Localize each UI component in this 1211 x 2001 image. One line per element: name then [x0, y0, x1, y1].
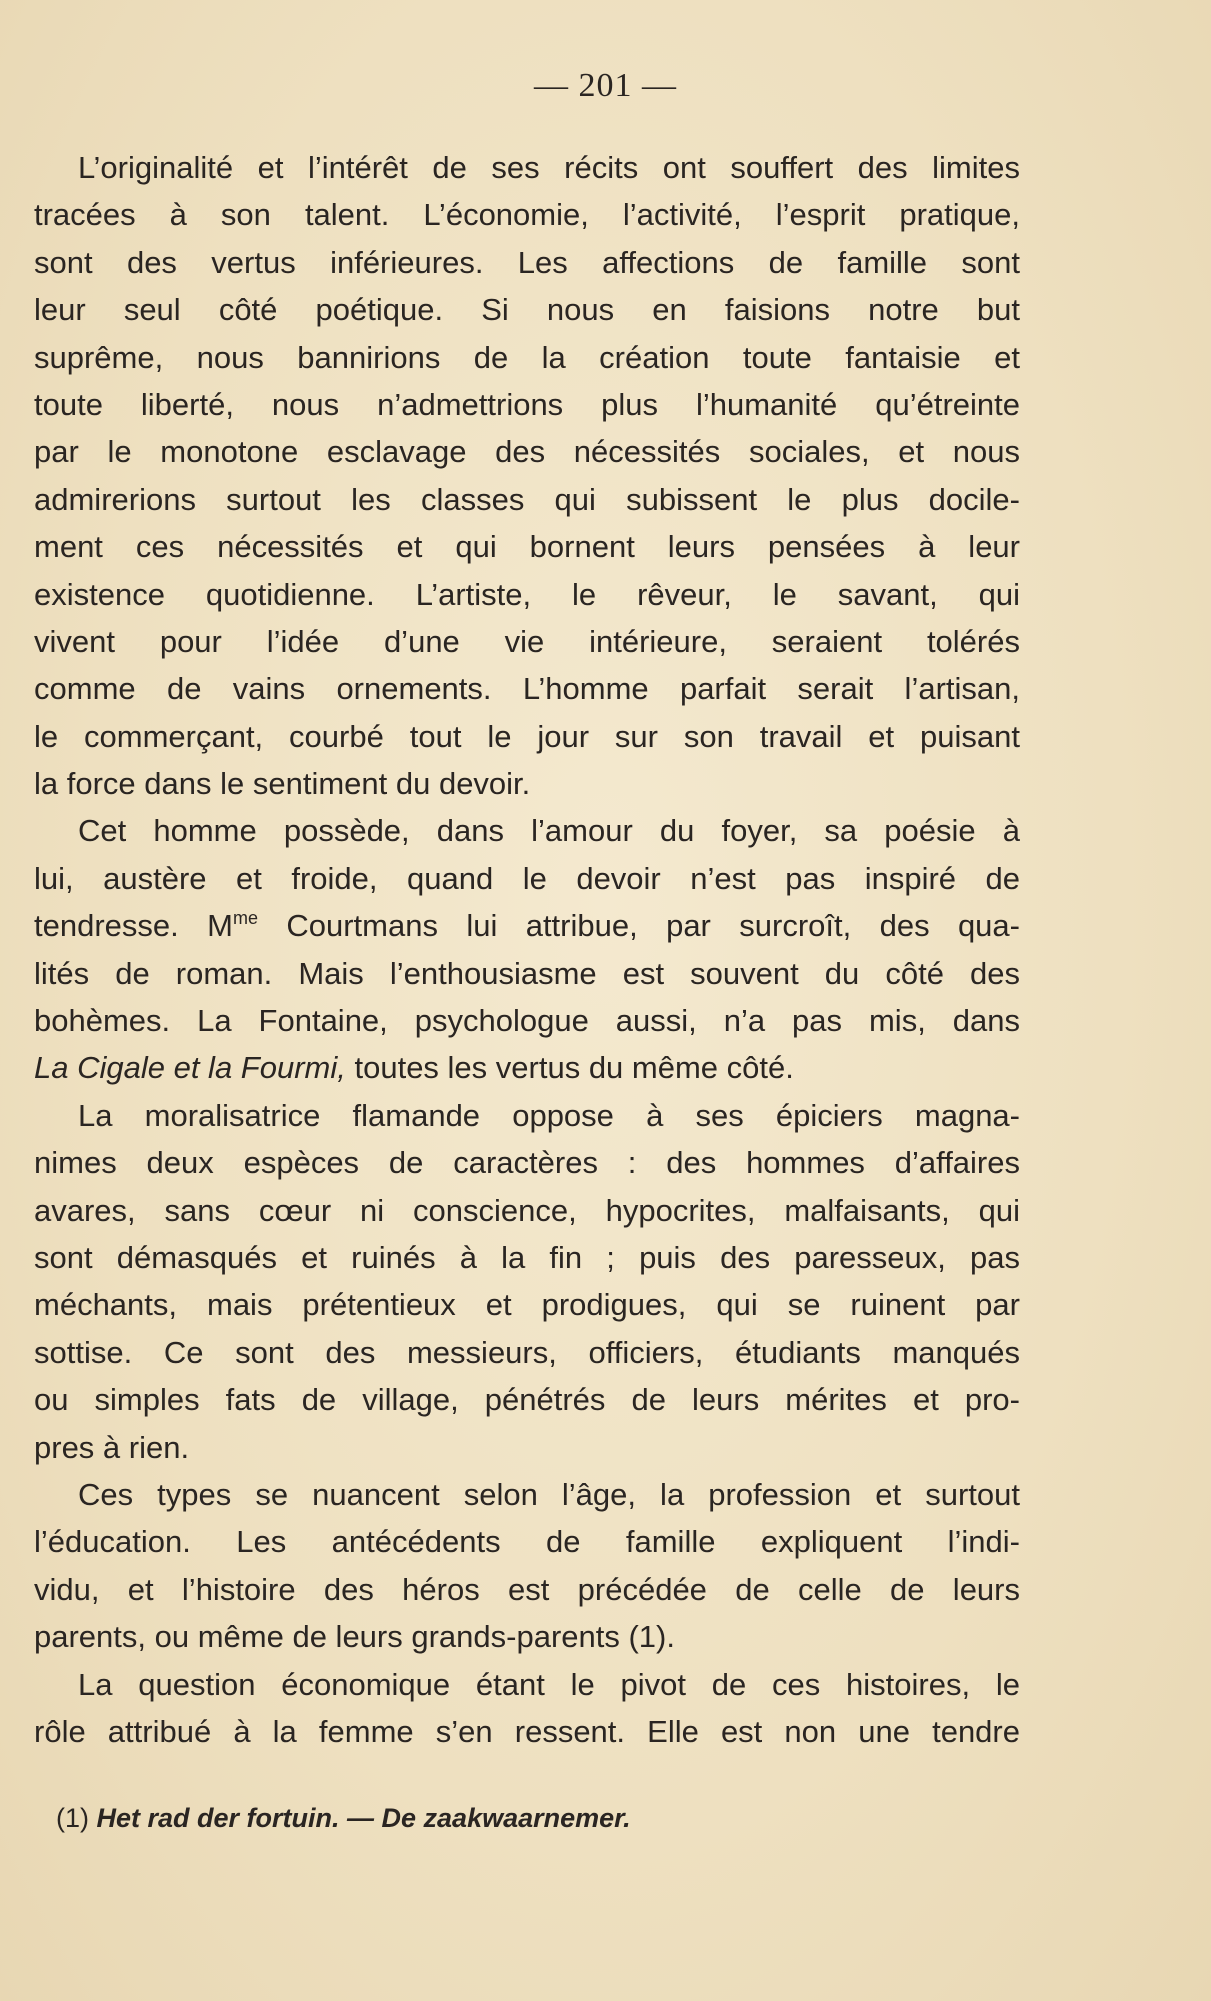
- text-line: parents, ou même de leurs grands-parents (1).: [34, 1619, 675, 1655]
- footnote: [56, 1800, 631, 1836]
- text-line: sont des vertus inférieures. Les affections de famille sont: [34, 244, 1020, 280]
- text-line: sottise. Ce sont des messieurs, officiers, étudiants manqués: [34, 1334, 1020, 1370]
- text-line: l’éducation. Les antécédents de famille expliquent l’indi-: [34, 1524, 1020, 1560]
- text-line: méchants, mais prétentieux et prodigues, qui se ruinent par: [34, 1287, 1020, 1323]
- text-line: leur seul côté poétique. Si nous en faisions notre but: [34, 292, 1020, 328]
- text-line: suprême, nous bannirions de la création toute fantaisie et: [34, 339, 1020, 375]
- text-line: Ces types se nuancent selon l’âge, la profession et surtout: [78, 1476, 1020, 1512]
- text-line: La moralisatrice flamande oppose à ses épiciers magna-: [78, 1097, 1020, 1133]
- text-line: [34, 1044, 1020, 1091]
- text-line: ou simples fats de village, pénétrés de leurs mérites et pro-: [34, 1382, 1020, 1418]
- text-line: admirerions surtout les classes qui subissent le plus docile-: [34, 481, 1020, 517]
- text-line: tracées à son talent. L’économie, l’activité, l’esprit pratique,: [34, 197, 1020, 233]
- text-line: La question économique étant le pivot de ces histoires, le: [78, 1666, 1020, 1702]
- text-run: tendresse. M: [34, 908, 233, 944]
- text-line: pres à rien.: [34, 1429, 190, 1465]
- text-line: [34, 902, 1020, 949]
- text-line: la force dans le sentiment du devoir.: [34, 766, 531, 802]
- text-line: bohèmes. La Fontaine, psychologue aussi, n’a pas mis, dans: [34, 1003, 1020, 1039]
- text-line: lui, austère et froide, quand le devoir n’est pas inspiré de: [34, 860, 1020, 896]
- text-line: vivent pour l’idée d’une vie intérieure, seraient tolérés: [34, 623, 1020, 659]
- text-line: lités de roman. Mais l’enthousiasme est souvent du côté des: [34, 955, 1020, 991]
- body-text: [34, 144, 1020, 1755]
- text-line: sont démasqués et ruinés à la fin ; puis des paresseux, pas: [34, 1239, 1020, 1275]
- text-line: toute liberté, nous n’admettrions plus l’humanité qu’étreinte: [34, 386, 1020, 422]
- text-run: me: [232, 908, 258, 929]
- text-line: ment ces nécessités et qui bornent leurs pensées à leur: [34, 529, 1020, 565]
- text-line: rôle attribué à la femme s’en ressent. Elle est non une tendre: [34, 1713, 1020, 1749]
- text-run: La Cigale et la Fourmi,: [34, 1050, 346, 1086]
- text-line: avares, sans cœur ni conscience, hypocrites, malfaisants, qui: [34, 1192, 1020, 1228]
- text-line: existence quotidienne. L’artiste, le rêveur, le savant, qui: [34, 576, 1020, 612]
- text-line: L’originalité et l’intérêt de ses récits ont souffert des limites: [78, 150, 1020, 185]
- footnote-text: Het rad der fortuin. — De zaakwaarnemer.: [96, 1803, 631, 1833]
- text-line: nimes deux espèces de caractères : des hommes d’affaires: [34, 1145, 1020, 1181]
- page-number: — 201 —: [534, 67, 677, 104]
- text-run: Courtmans lui attribue, par surcroît, des qua-: [257, 908, 1020, 944]
- text-run: toutes les vertus du même côté.: [345, 1050, 794, 1086]
- text-line: vidu, et l’histoire des héros est précédée de celle de leurs: [34, 1571, 1020, 1607]
- text-line: Cet homme possède, dans l’amour du foyer, sa poésie à: [78, 813, 1020, 849]
- text-line: par le monotone esclavage des nécessités sociales, et nous: [34, 434, 1020, 470]
- footnote-marker: (1): [56, 1803, 97, 1833]
- text-line: le commerçant, courbé tout le jour sur son travail et puisant: [34, 718, 1020, 754]
- text-line: comme de vains ornements. L’homme parfait serait l’artisan,: [34, 671, 1020, 707]
